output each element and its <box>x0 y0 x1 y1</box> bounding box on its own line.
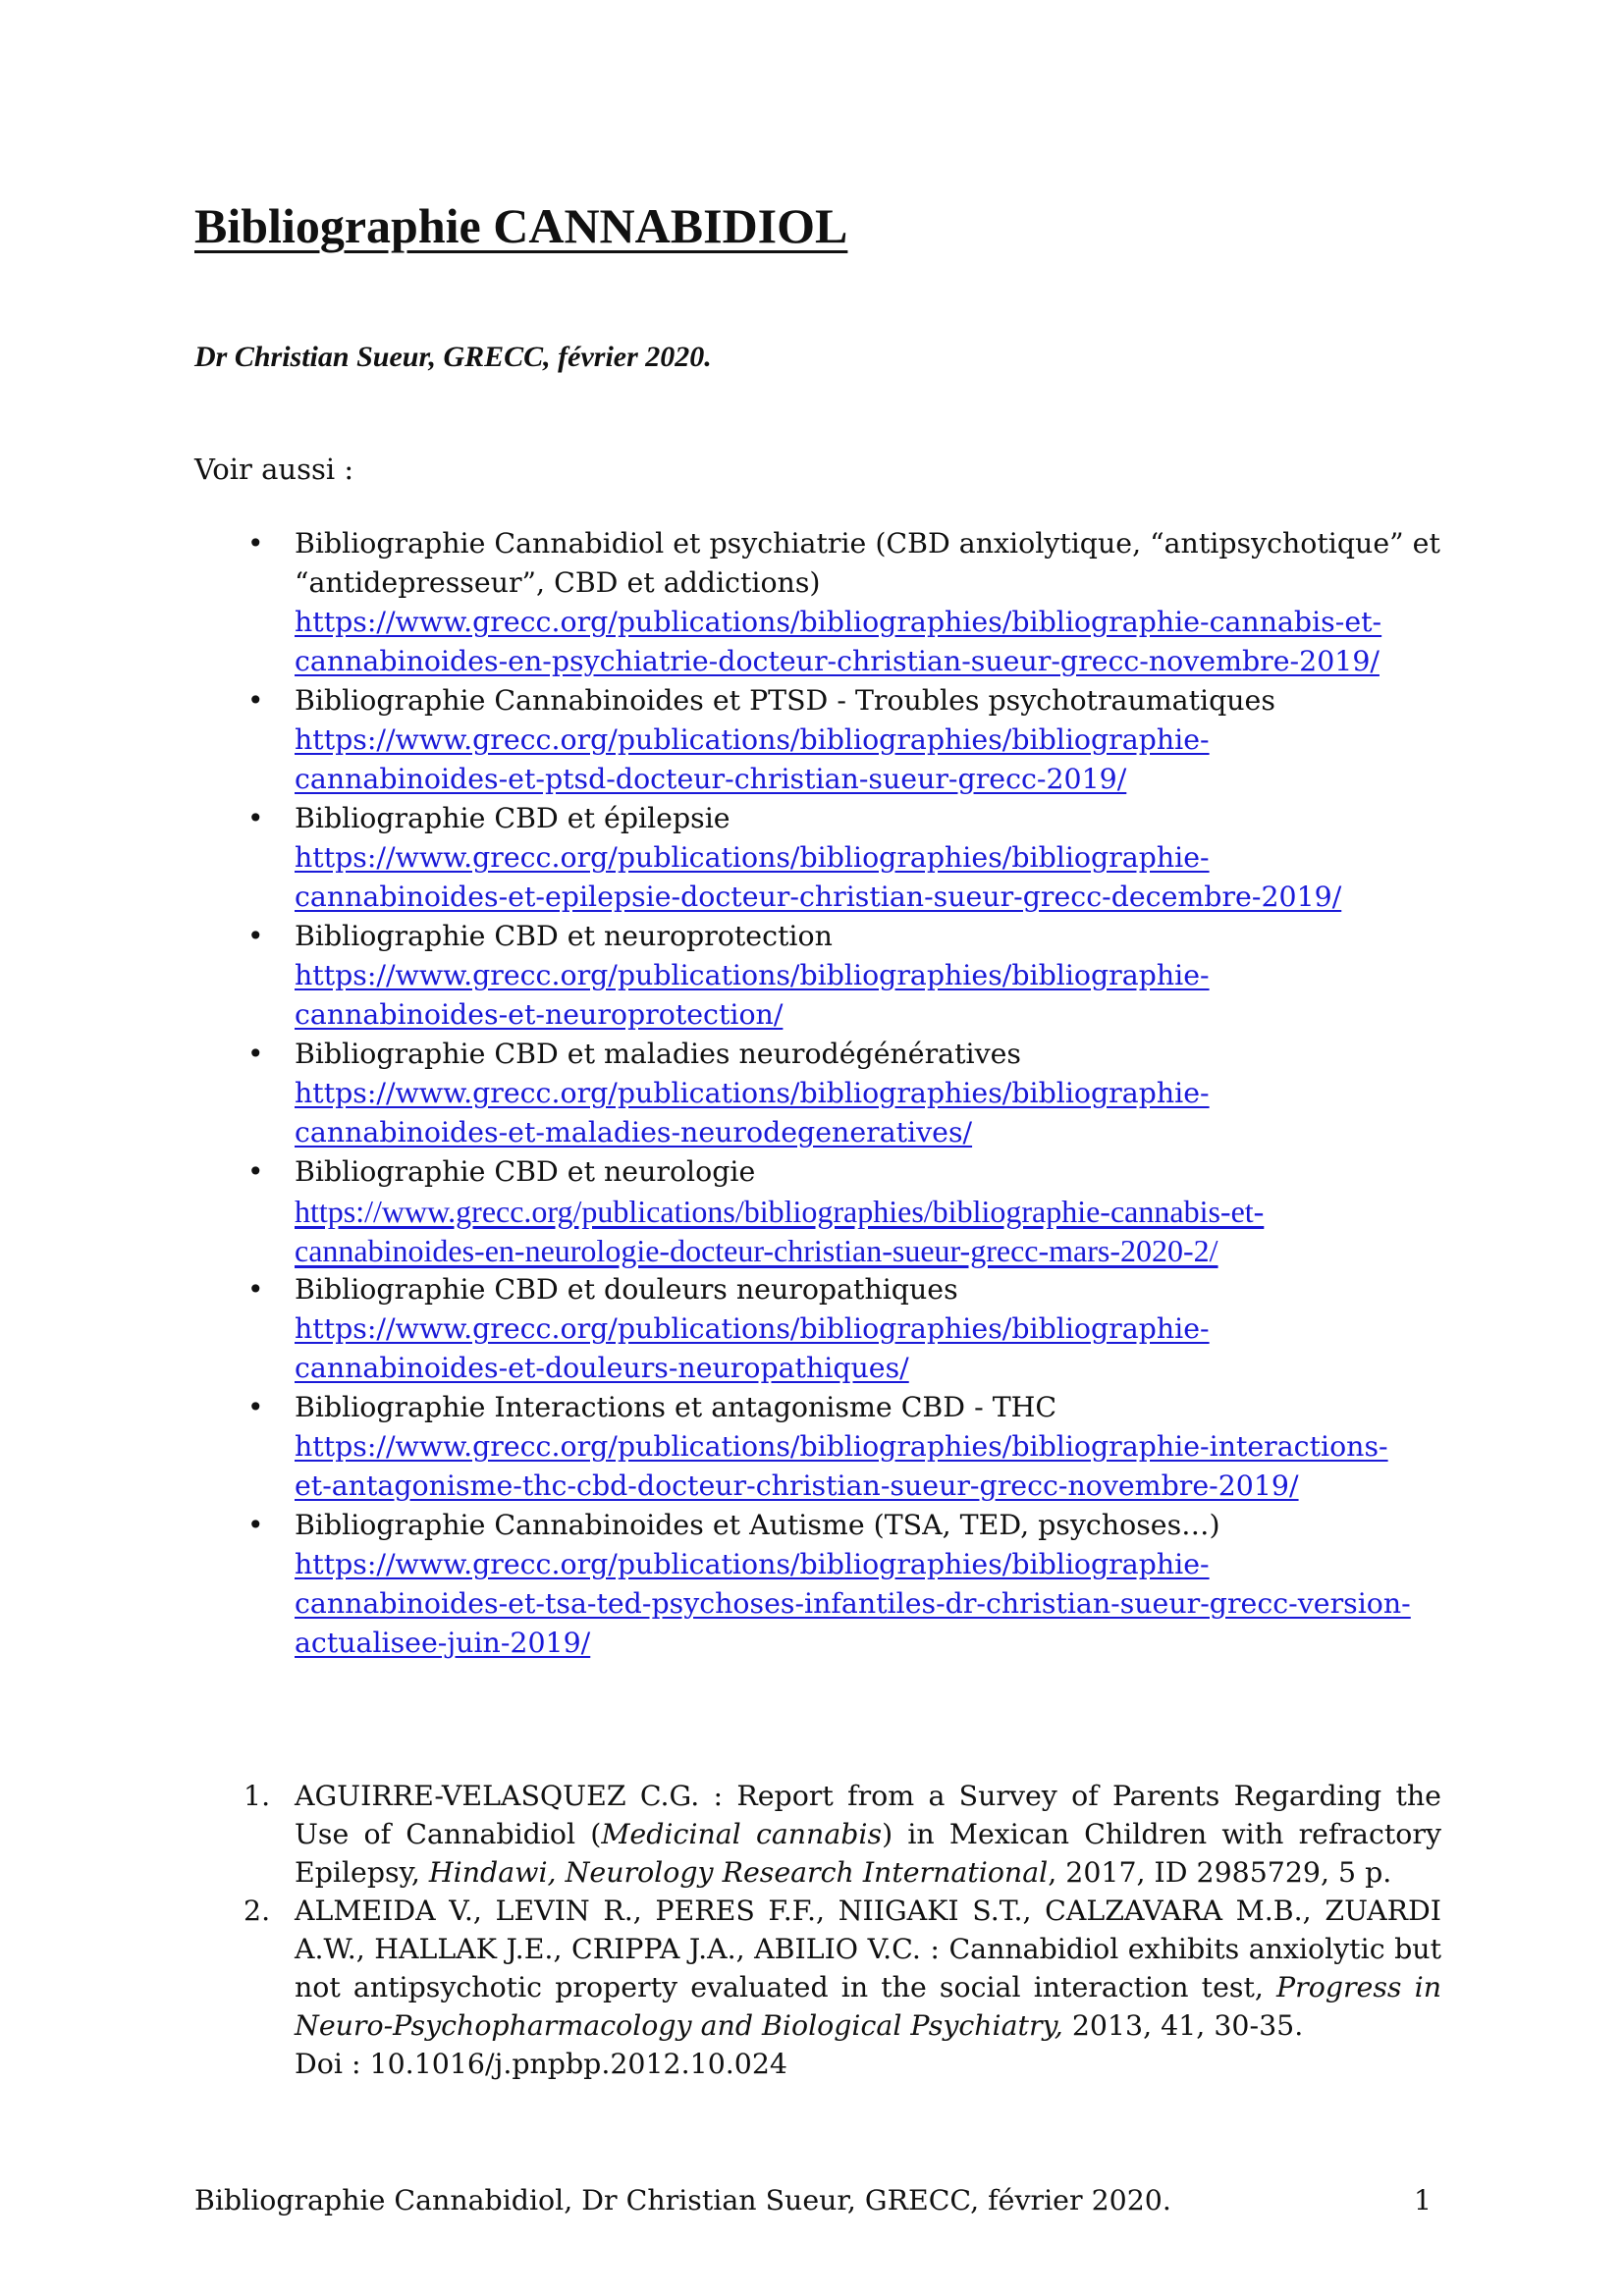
see-also-item <box>194 1506 1441 1663</box>
bibliography-link[interactable]: https://www.grecc.org/publications/bibliographies/bibliographie-cannabis-et- <box>295 606 1382 638</box>
bibliography-link[interactable]: cannabinoides-en-psychiatrie-docteur-christian-sueur-grecc-novembre-2019/ <box>295 645 1380 677</box>
page-title: Bibliographie CANNABIDIOL <box>194 198 848 253</box>
bullet-icon: • <box>247 802 264 834</box>
reference-doi: Doi : 10.1016/j.pnpbp.2012.10.024 <box>295 2048 787 2080</box>
reference-italic-text: Progress in Neuro-Psychopharmacology and Biological Psychiatry, <box>295 1971 1442 2042</box>
references-list <box>194 1777 1441 2083</box>
see-also-item-label: Bibliographie CBD et douleurs neuropathiques <box>295 1273 958 1306</box>
see-also-item <box>194 524 1441 681</box>
bullet-icon: • <box>247 684 264 717</box>
see-also-item-label: Bibliographie Cannabidiol et psychiatrie (CBD anxiolytique, “antipsychotique” et <box>295 527 1440 560</box>
bibliography-link[interactable]: actualisee-juin-2019/ <box>295 1627 591 1659</box>
bibliography-link[interactable]: https://www.grecc.org/publications/bibliographies/bibliographie-interactions- <box>295 1430 1388 1463</box>
bibliography-link[interactable]: https://www.grecc.org/publications/bibliographies/bibliographie- <box>295 1312 1210 1345</box>
bibliography-link[interactable]: https://www.grecc.org/publications/bibliographies/bibliographie- <box>295 959 1210 991</box>
reference-text: AGUIRRE-VELASQUEZ C.G. : Report from a Survey of Parents Regarding the Use of Cannabidiol ( <box>295 1780 1441 1850</box>
reference-item <box>194 1892 1441 2083</box>
see-also-item-label: Bibliographie CBD et neuroprotection <box>295 920 833 952</box>
page-number: 1 <box>1414 2184 1433 2216</box>
reference-italic-text: Hindawi, Neurology Research International <box>428 1856 1049 1889</box>
bullet-icon: • <box>247 1391 264 1423</box>
reference-italic-text: Medicinal cannabis <box>601 1818 883 1850</box>
bibliography-link[interactable]: cannabinoides-et-tsa-ted-psychoses-infantiles-dr-christian-sueur-grecc-version- <box>295 1587 1411 1620</box>
author-line: Dr Christian Sueur, GRECC, février 2020. <box>194 341 712 373</box>
bullet-icon: • <box>247 1509 264 1541</box>
see-also-item-label: Bibliographie CBD et maladies neurodégénératives <box>295 1038 1021 1070</box>
see-also-item <box>194 1035 1441 1152</box>
bibliography-link[interactable]: https://www.grecc.org/publications/bibliographies/bibliographie- <box>295 841 1210 874</box>
bullet-icon: • <box>247 1038 264 1070</box>
bullet-icon: • <box>247 1273 264 1306</box>
bibliography-link[interactable]: https://www.grecc.org/publications/bibliographies/bibliographie- <box>295 1548 1210 1580</box>
see-also-item <box>194 1388 1441 1506</box>
bibliography-link[interactable]: cannabinoides-et-ptsd-docteur-christian-sueur-grecc-2019/ <box>295 763 1127 795</box>
see-also-label: Voir aussi : <box>194 453 354 486</box>
reference-text: ALMEIDA V., LEVIN R., PERES F.F., NIIGAKI S.T., CALZAVARA M.B., ZUARDI A.W., HALLAK J.E., CRIPPA J.A., ABILIO V.C. : Cannabidiol exhibits anxiolytic but not antipsychotic property evaluated in the social interaction test, <box>295 1895 1441 2003</box>
reference-number: 2. <box>243 1895 271 1927</box>
bullet-icon: • <box>247 920 264 952</box>
bullet-icon: • <box>247 527 264 560</box>
see-also-item <box>194 799 1441 917</box>
see-also-item <box>194 917 1441 1035</box>
bibliography-link[interactable]: cannabinoides-et-epilepsie-docteur-christian-sueur-grecc-decembre-2019/ <box>295 881 1342 913</box>
bullet-icon: • <box>247 1155 264 1188</box>
bibliography-link[interactable]: https://www.grecc.org/publications/bibliographies/bibliographie- <box>295 1077 1210 1109</box>
bibliography-link[interactable]: cannabinoides-et-maladies-neurodegeneratives/ <box>295 1116 973 1148</box>
see-also-item-label: Bibliographie Cannabinoides et PTSD - Troubles psychotraumatiques <box>295 684 1275 717</box>
bibliography-link[interactable]: https://www.grecc.org/publications/bibliographies/bibliographie- <box>295 723 1210 756</box>
reference-text: ) in Mexican Children with refractory Epilepsy, <box>295 1818 1441 1889</box>
bibliography-link[interactable]: https://www.grecc.org/publications/bibliographies/bibliographie-cannabis-et- <box>295 1194 1265 1229</box>
see-also-item-label: Bibliographie Interactions et antagonisme CBD - THC <box>295 1391 1057 1423</box>
see-also-item <box>194 1270 1441 1388</box>
see-also-list <box>194 524 1441 1663</box>
see-also-item <box>194 681 1441 799</box>
reference-text: 2013, 41, 30-35. <box>1062 2009 1304 2042</box>
bibliography-link[interactable]: et-antagonisme-thc-cbd-docteur-christian-sueur-grecc-novembre-2019/ <box>295 1469 1299 1502</box>
see-also-item-label: Bibliographie Cannabinoides et Autisme (TSA, TED, psychoses…) <box>295 1509 1220 1541</box>
see-also-item-label: Bibliographie CBD et épilepsie <box>295 802 730 834</box>
bibliography-link[interactable]: cannabinoides-en-neurologie-docteur-christian-sueur-grecc-mars-2020-2/ <box>295 1233 1218 1268</box>
reference-text: , 2017, ID 2985729, 5 p. <box>1048 1856 1392 1889</box>
reference-number: 1. <box>243 1780 271 1812</box>
bibliography-link[interactable]: cannabinoides-et-douleurs-neuropathiques/ <box>295 1352 909 1384</box>
see-also-item <box>194 1152 1441 1270</box>
see-also-item-label: “antidepresseur”, CBD et addictions) <box>295 566 821 599</box>
see-also-item-label: Bibliographie CBD et neurologie <box>295 1155 756 1188</box>
reference-item <box>194 1777 1441 1892</box>
bibliography-link[interactable]: cannabinoides-et-neuroprotection/ <box>295 998 784 1031</box>
footer-text: Bibliographie Cannabidiol, Dr Christian Sueur, GRECC, février 2020. <box>194 2184 1171 2216</box>
